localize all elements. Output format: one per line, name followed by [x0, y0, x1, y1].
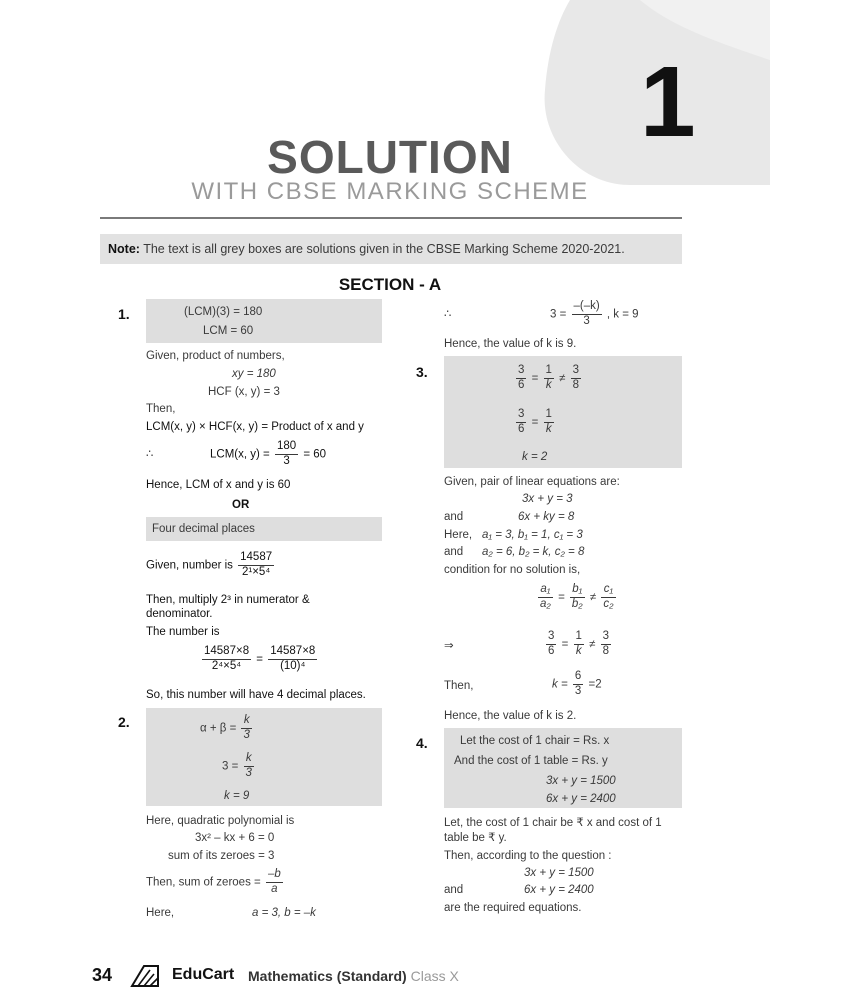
q2-here: Here, quadratic polynomial is — [146, 815, 295, 827]
brand-name: EduCart — [172, 966, 235, 983]
note-label: Note: — [108, 242, 140, 256]
question-number-4: 4. — [416, 735, 428, 751]
q3-box-r1b-den: k — [545, 378, 552, 391]
q1-frac1-den: 2⁴×5⁴ — [211, 659, 242, 672]
q1-therefore: ∴ — [146, 448, 154, 460]
q2-box-l3: k = 9 — [224, 790, 250, 802]
q4-then: Then, according to the question : — [444, 850, 612, 862]
book-title — [248, 968, 459, 984]
q3-box-r2b-num: 1 — [544, 408, 554, 423]
q2-polynomial: 3x² – kx + 6 = 0 — [195, 832, 275, 844]
q1-xy: xy = 180 — [232, 368, 276, 380]
q1-frac2-num: 14587×8 — [268, 645, 317, 660]
q4-let-2: table be ₹ y. — [444, 832, 507, 844]
q1-frac2-den: (10)⁴ — [280, 659, 306, 672]
question-number-1: 1. — [118, 306, 130, 322]
q1-conclusion: So, this number will have 4 decimal places. — [146, 689, 366, 701]
q2-cont-eq-num: –(–k) — [572, 300, 602, 315]
q3-cond-b1: b₁ — [570, 583, 585, 598]
q1-box2-text: Four decimal places — [152, 523, 255, 535]
q3-and-2: and — [444, 546, 464, 558]
q3-box-r1-ne: ≠ — [559, 372, 566, 385]
q3-k-num: 6 — [573, 670, 583, 685]
q3-k-den: 3 — [574, 684, 582, 697]
q3-and-1: and — [444, 511, 464, 523]
q4-box-l1: Let the cost of 1 chair = Rs. x — [460, 735, 610, 747]
q2-then-num: –b — [266, 868, 283, 883]
q2-cont-therefore: ∴ — [444, 308, 452, 320]
q1-box-line1: (LCM)(3) = 180 — [184, 306, 263, 318]
q3-cond-a1: a₁ — [538, 583, 553, 598]
q1-lcm-calc-den: 3 — [283, 454, 290, 467]
q3-impl-eq: = — [561, 638, 569, 651]
q3-eq1: 3x + y = 3 — [522, 493, 573, 505]
q3-box-r2-eq: = — [531, 416, 539, 429]
question-number-3: 3. — [416, 364, 428, 380]
q1-or: OR — [232, 499, 250, 511]
page-title: SOLUTION — [267, 131, 513, 183]
q1-given-number-num: 14587 — [238, 551, 274, 566]
q4-and: and — [444, 884, 464, 896]
q3-box-r1a-den: 6 — [518, 378, 525, 391]
chapter-number: 1 — [640, 46, 696, 158]
q3-then: Then, — [444, 680, 474, 692]
book-class: Class X — [410, 968, 459, 984]
q4-required: are the required equations. — [444, 902, 582, 914]
q3-here: Here, — [444, 529, 473, 541]
q3-box-r1a-num: 3 — [516, 364, 526, 379]
q1-frac1-num: 14587×8 — [202, 645, 251, 660]
q3-box-r1c-den: 8 — [572, 378, 580, 391]
q4-marking-box — [444, 728, 682, 808]
q4-box-l3: 3x + y = 1500 — [546, 775, 616, 787]
q3-impl-c-num: 3 — [601, 630, 611, 645]
q1-number-is: The number is — [146, 626, 220, 638]
q1-marking-box-2 — [146, 517, 382, 541]
q1-lcm-calc-pre: LCM(x, y) = — [210, 448, 270, 461]
q3-condition: condition for no solution is, — [444, 564, 581, 576]
title-divider — [100, 217, 682, 219]
q2-box-l2-pre: 3 = — [222, 760, 239, 773]
q3-cond-c1: c₁ — [601, 583, 615, 598]
q2-box-l1-pre: α + β = — [200, 722, 237, 735]
q2-box-l2-num: k — [244, 752, 254, 767]
q1-given-number-den: 2¹×5⁴ — [241, 565, 271, 578]
note-box — [100, 234, 682, 264]
question-number-2: 2. — [118, 714, 130, 730]
q2-sum-zeroes: sum of its zeroes = 3 — [168, 850, 275, 862]
q3-cond-a2: a₂ — [540, 597, 551, 610]
note-text: The text is all grey boxes are solutions given in the CBSE Marking Scheme 2020-2021. — [143, 242, 625, 256]
q3-box-r1c-num: 3 — [571, 364, 581, 379]
q2-cont-eq-den: 3 — [583, 314, 590, 327]
q2-here-2: Here, — [146, 907, 175, 919]
q3-box-r3: k = 2 — [522, 451, 548, 463]
q1-equals: = — [256, 653, 264, 666]
q2-cont-eq-pre: 3 = — [550, 308, 567, 321]
educart-logo-icon — [130, 962, 160, 988]
q2-cont-hence: Hence, the value of k is 9. — [444, 338, 577, 350]
q1-marking-box — [146, 299, 382, 343]
q1-lcm-relation: LCM(x, y) × HCF(x, y) = Product of x and y — [146, 421, 364, 433]
q3-impl-a-den: 6 — [548, 644, 555, 657]
q3-implies: ⇒ — [444, 640, 454, 652]
q2-then-pre: Then, sum of zeroes = — [146, 876, 261, 889]
q3-here-values: a₁ = 3, b₁ = 1, c₁ = 3 — [482, 529, 583, 541]
q4-eq1: 3x + y = 1500 — [524, 867, 594, 879]
q3-cond-eq: = — [557, 591, 565, 604]
q3-box-r1b-num: 1 — [544, 364, 554, 379]
q3-cond-c2: c₂ — [603, 597, 614, 610]
q3-impl-a-num: 3 — [546, 630, 556, 645]
book-subject: Mathematics (Standard) — [248, 968, 407, 984]
q3-given: Given, pair of linear equations are: — [444, 476, 620, 488]
page-number: 34 — [92, 965, 113, 985]
q2-then-den: a — [271, 882, 278, 895]
q2-ab-values: a = 3, b = –k — [252, 907, 316, 919]
q1-hence: Hence, LCM of x and y is 60 — [146, 479, 291, 491]
q4-let-1: Let, the cost of 1 chair be ₹ x and cost of 1 — [444, 817, 662, 829]
q3-k-post: =2 — [588, 678, 602, 691]
q4-box-l2: And the cost of 1 table = Rs. y — [454, 755, 608, 767]
q2-box-l1-num: k — [241, 714, 251, 729]
q3-impl-b-den: k — [575, 644, 582, 657]
q3-box-r2a-num: 3 — [516, 408, 526, 423]
section-title: SECTION - A — [338, 275, 442, 294]
q1-multiply-2: denominator. — [146, 608, 213, 620]
q3-cond-ne: ≠ — [589, 591, 597, 604]
q3-marking-box — [444, 356, 682, 468]
q1-lcm-calc-post: = 60 — [303, 448, 327, 461]
q1-multiply: Then, multiply 2³ in numerator & — [146, 594, 310, 606]
q4-box-l4: 6x + y = 2400 — [546, 793, 616, 805]
q2-box-l2-den: 3 — [245, 766, 252, 779]
q3-impl-ne: ≠ — [589, 638, 596, 651]
q3-box-r1-eq: = — [531, 372, 539, 385]
q1-hcf: HCF (x, y) = 3 — [208, 386, 280, 398]
q1-given-number-pre: Given, number is — [146, 559, 233, 572]
q1-given: Given, product of numbers, — [146, 350, 285, 362]
q2-cont-eq-post: , k = 9 — [606, 308, 639, 321]
q1-then: Then, — [146, 403, 176, 415]
q3-box-r2b-den: k — [545, 422, 552, 435]
q3-box-r2a-den: 6 — [518, 422, 525, 435]
q3-impl-b-num: 1 — [574, 630, 584, 645]
q1-lcm-calc-num: 180 — [275, 440, 298, 455]
q1-box-line2: LCM = 60 — [203, 325, 254, 337]
q3-and-2-values: a₂ = 6, b₂ = k, c₂ = 8 — [482, 546, 585, 558]
q3-hence: Hence, the value of k is 2. — [444, 710, 577, 722]
q3-impl-c-den: 8 — [602, 644, 610, 657]
q2-marking-box — [146, 708, 382, 806]
q3-eq2: 6x + ky = 8 — [518, 511, 575, 523]
q4-eq2: 6x + y = 2400 — [524, 884, 594, 896]
q2-box-l1-den: 3 — [243, 728, 250, 741]
q3-cond-b2: b₂ — [571, 597, 583, 610]
q3-k-pre: k = — [552, 678, 568, 691]
page-subtitle: WITH CBSE MARKING SCHEME — [191, 178, 589, 205]
